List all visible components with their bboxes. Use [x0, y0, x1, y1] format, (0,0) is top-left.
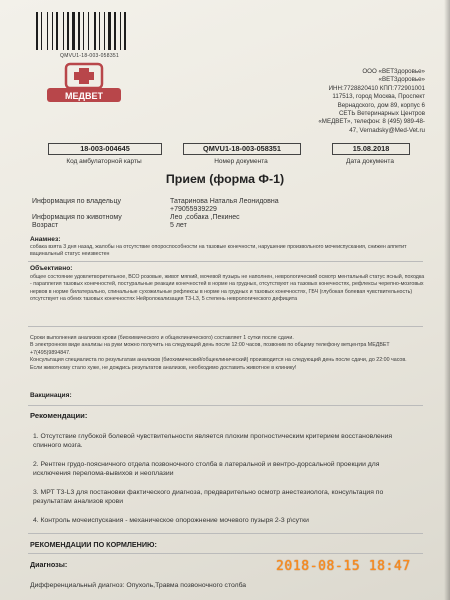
recommendation-item: 3. МРТ Т3-L3 для постановки фактического диагноза, предварительно осмотр анестезиолога, консультация по результатам анализов крови: [33, 489, 384, 505]
recommendations-heading: Рекомендации:: [30, 411, 88, 420]
divider: [28, 326, 423, 327]
clinic-line: «МЕДВЕТ», телефон: 8 (495) 989-48-: [318, 118, 425, 126]
lab-info-line: Сроки выполнения анализов крови (биохимического и общеклинического) составляет 1 сутки после сдачи.: [30, 335, 294, 341]
anamnesis-heading: Анамнез:: [30, 236, 61, 243]
barcode-bar: [114, 12, 116, 50]
doc-date-box: 15.08.2018: [332, 143, 410, 155]
clinic-line: 117513, город Москва, Проспект: [332, 93, 425, 101]
recommendation-item: 4. Контроль мочеиспускания - механическое опорожнение мочевого пузыря 2-3 р\сутки: [33, 517, 309, 524]
doc-number-box: QMVU1-18-003-058351: [183, 143, 301, 155]
barcode-bar: [129, 12, 130, 50]
anamnesis-text: собака взята 3 дня назад, жалобы на отсутствие опороспособности на тазовые конечности, нарушение произвольного мочеиспускания, снижен аппетит вацинальный статус неизвестен: [30, 244, 407, 258]
barcode-bar: [49, 12, 51, 50]
barcode-bar: [72, 12, 75, 50]
clinic-details: [260, 68, 425, 135]
barcode-bar: [59, 12, 62, 50]
clinic-line: Вернадского, дом 89, корпус 6: [337, 101, 425, 109]
animal-value: Лео ,собака ,Пекинес: [170, 214, 240, 221]
page-title: Прием (форма Ф-1): [165, 172, 285, 186]
vaccination-label: Вакцинация:: [30, 392, 72, 399]
medvet-logo-icon: [44, 60, 124, 108]
divider: [28, 261, 423, 262]
divider: [28, 533, 423, 534]
barcode-bar: [65, 12, 66, 50]
barcode-bar: [122, 12, 123, 50]
objective-text: общее состояние удовлетворительное, ВСО розовые, живот мягкий, мочевой пузырь не наполнен, неврологический осмотр ментальный статус ясный, походка - параплегия тазовых конечностей, постуральные реакции конечностей в норме на грудных, отсутствуют на тазовых конечностях, рефлексы черепно-мозговых нервов в норме билатерально, спинальные сухожильные рефлексы в норме на грудных и тазовых конечностях, ГБЧ (глубокая болевая чувствительность) отсутствует на обеих тазовых конечностях Нейролокализация Т3-L3, 5 степень неврологического дефицита: [30, 274, 425, 303]
barcode-bar: [108, 12, 111, 50]
barcode-bar: [54, 12, 55, 50]
logo-text: МЕДВЕТ: [65, 91, 103, 101]
diagnosis-heading: Диагнозы:: [30, 560, 68, 569]
differential-diagnosis: Дифференциальный диагноз: Опухоль,Травма позвоночного столба: [30, 582, 247, 589]
barcode-bar: [41, 12, 42, 50]
recommendation-item: 1. Отсутствие глубокой болевой чувствительности является плохим прогностическим критерием восстановления спинного мозга.: [33, 433, 393, 449]
barcode-bar: [56, 12, 58, 50]
barcode-bar: [101, 12, 103, 50]
clinic-line: ООО «ВЕТЗдоровье»: [362, 68, 425, 75]
divider: [28, 405, 423, 406]
barcode-bar: [52, 12, 53, 50]
doc-number-label: Номер документа: [214, 158, 268, 165]
divider: [28, 553, 423, 554]
barcode-bar: [63, 12, 64, 50]
barcode-bar: [117, 12, 119, 50]
barcode-text: QMVU1-18-003-058351: [60, 53, 120, 59]
page-shadow: [444, 0, 450, 600]
owner-name: Татаринова Наталья Леонидовна: [170, 198, 279, 205]
owner-phone: +79055939229: [170, 206, 217, 213]
barcode-bar: [104, 12, 105, 50]
clinic-line: ИНН:7728820410 КПП:772901001: [328, 84, 425, 92]
owner-label: Информация по владельцу: [32, 198, 121, 205]
barcode-bar: [76, 12, 77, 50]
objective-heading: Объективно:: [30, 265, 73, 272]
barcode: [36, 12, 132, 50]
barcode-bar: [39, 12, 40, 50]
barcode-bar: [88, 12, 89, 50]
barcode-bar: [70, 12, 71, 50]
lab-info-line: Если животному стало хуже, не дождись результатов анализов, необходимо доставить животное в клинику!: [30, 364, 297, 371]
card-number-label: Код амбулаторной карты: [66, 158, 142, 165]
age-label: Возраст: [32, 222, 59, 229]
barcode-bar: [83, 12, 84, 50]
lab-info: [30, 335, 425, 372]
barcode-bar: [124, 12, 126, 50]
barcode-bar: [47, 12, 48, 50]
barcode-bar: [106, 12, 107, 50]
barcode-bar: [120, 12, 121, 50]
lab-info-line: Консультация специалиста по результатам анализов (биохимический/общеклинический) производится на следующий день после сдачи, до 22:00 часов.: [30, 357, 407, 364]
clinic-line: 47, Vernadsky@Med-Vet.ru: [349, 126, 425, 134]
doc-date-label: Дата документа: [346, 158, 394, 165]
barcode-bar: [67, 12, 69, 50]
barcode-bar: [78, 12, 80, 50]
barcode-bar: [94, 12, 96, 50]
barcode-bar: [112, 12, 113, 50]
clinic-line: «ВЕТЗдоровье»: [378, 76, 425, 84]
feeding-heading: РЕКОМЕНДАЦИИ ПО КОРМЛЕНИЮ:: [30, 540, 157, 549]
lab-info-line: В электронном виде анализы на руки можно получить на следующий день после 12:00 часов, позвонив по общему телефону ветцентра МЕДВЕТ +7(495)9894847.: [30, 342, 390, 356]
barcode-bar: [90, 12, 93, 50]
barcode-bar: [99, 12, 100, 50]
barcode-bar: [127, 12, 128, 50]
photo-timestamp: 2018-08-15 18:47: [276, 559, 411, 574]
barcode-bar: [36, 12, 38, 50]
clinic-line: СЕТЬ Ветеринарных Центров: [338, 110, 425, 118]
barcode-bar: [85, 12, 87, 50]
barcode-bar: [81, 12, 82, 50]
card-number-box: 18-003-004645: [48, 143, 162, 155]
animal-label: Информация по животному: [32, 214, 122, 221]
barcode-bar: [43, 12, 46, 50]
recommendation-item: 2. Рентген грудо-поясничного отдела позвоночного столба в латеральной и вентро-дорсальной проекции для исключения перелома-вывихов и неоплазии: [33, 461, 380, 477]
age-value: 5 лет: [170, 222, 187, 229]
barcode-bar: [97, 12, 98, 50]
